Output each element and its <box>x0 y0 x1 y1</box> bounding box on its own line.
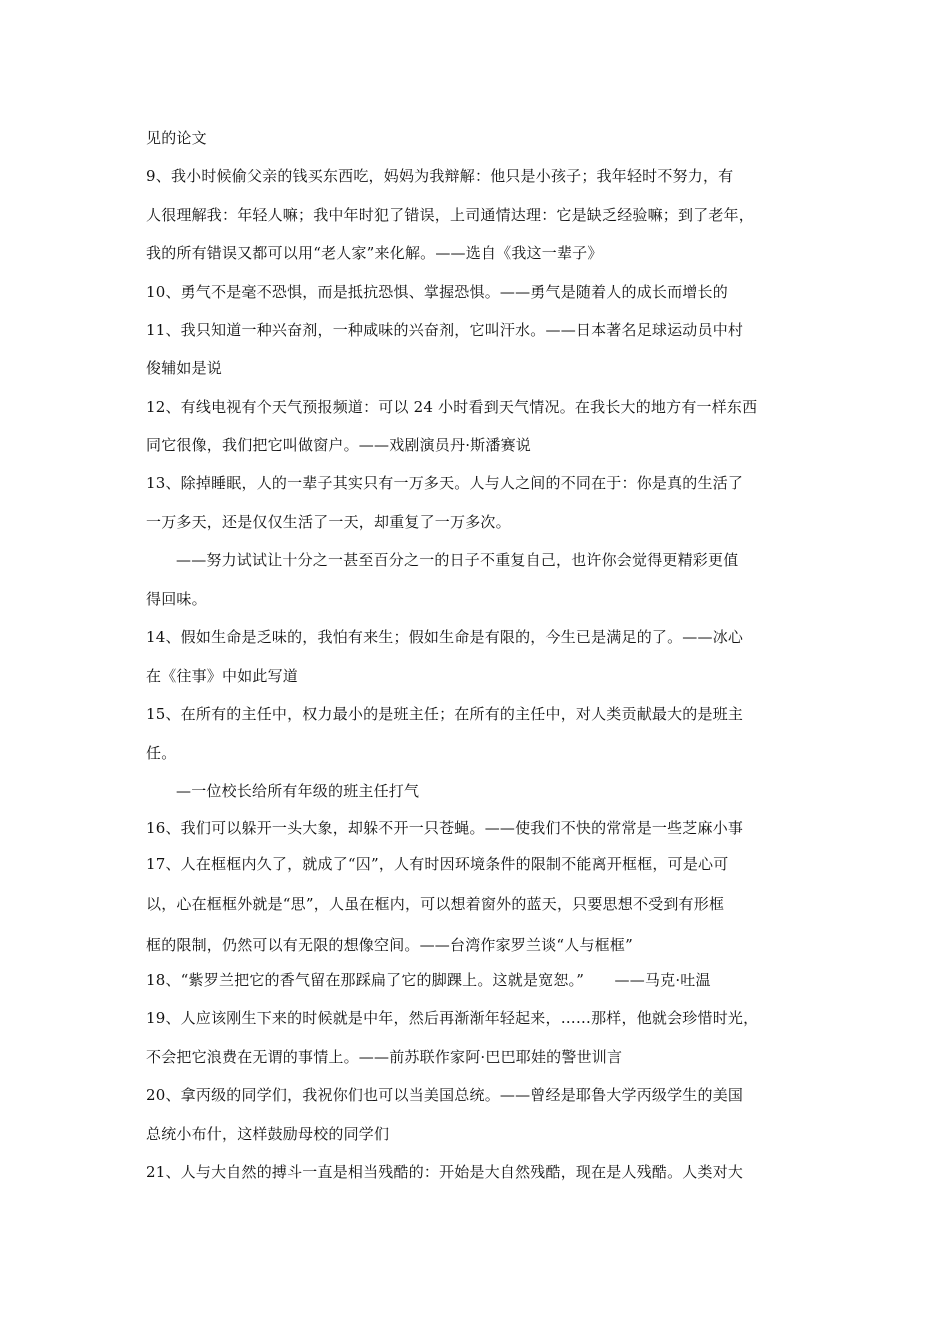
text-line: 14、假如生命是乏味的，我怕有来生；假如生命是有限的，今生已是满足的了。——冰心 <box>146 628 744 646</box>
text-line: 俊辅如是说 <box>146 359 223 377</box>
text-line: 一万多天，还是仅仅生活了一天，却重复了一万多次。 <box>146 513 511 531</box>
text-line: 17、人在框框内久了，就成了“囚”，人有时因环境条件的限制不能离开框框，可是心可 <box>146 855 729 873</box>
text-line: 16、我们可以躲开一头大象，却躲不开一只苍蝇。——使我们不快的常常是一些芝麻小事 <box>146 819 744 837</box>
text-line: 19、人应该刚生下来的时候就是中年，然后再渐渐年轻起来，……那样，他就会珍惜时光， <box>146 1009 759 1027</box>
text-line: —一位校长给所有年级的班主任打气 <box>176 782 420 800</box>
text-line: 以，心在框框外就是“思”，人虽在框内，可以想着窗外的蓝天，只要思想不受到有形框 <box>146 895 725 913</box>
text-line: 总统小布什，这样鼓励母校的同学们 <box>146 1125 390 1143</box>
text-line: ——努力试试让十分之一甚至百分之一的日子不重复自己，也许你会觉得更精彩更值 <box>176 551 739 569</box>
text-line: 18、“紫罗兰把它的香气留在那踩扁了它的脚踝上。这就是宽恕。” ——马克·吐温 <box>146 971 711 989</box>
text-line: 20、拿丙级的同学们，我祝你们也可以当美国总统。——曾经是耶鲁大学丙级学生的美国 <box>146 1086 744 1104</box>
text-line: 我的所有错误又都可以用“老人家”来化解。——选自《我这一辈子》 <box>146 244 603 262</box>
text-line: 11、我只知道一种兴奋剂，一种咸味的兴奋剂，它叫汗水。——日本著名足球运动员中村 <box>146 321 744 339</box>
text-line: 人很理解我：年轻人嘛；我中年时犯了错误，上司通情达理：它是缺乏经验嘛；到了老年， <box>146 206 755 224</box>
text-line: 10、勇气不是毫不恐惧，而是抵抗恐惧、掌握恐惧。——勇气是随着人的成长而增长的 <box>146 283 728 301</box>
text-line: 得回味。 <box>146 590 207 608</box>
text-line: 12、有线电视有个天气预报频道：可以 24 小时看到天气情况。在我长大的地方有一样东西 <box>146 398 758 416</box>
text-line: 21、人与大自然的搏斗一直是相当残酷的：开始是大自然残酷，现在是人残酷。人类对大 <box>146 1163 744 1181</box>
text-line: 框的限制，仍然可以有无限的想像空间。——台湾作家罗兰谈“人与框框” <box>146 936 633 954</box>
text-line: 不会把它浪费在无谓的事情上。——前苏联作家阿·巴巴耶娃的警世训言 <box>146 1048 623 1066</box>
text-line: 任。 <box>146 744 177 762</box>
text-line: 15、在所有的主任中，权力最小的是班主任；在所有的主任中，对人类贡献最大的是班主 <box>146 705 744 723</box>
text-line: 见的论文 <box>146 129 207 147</box>
text-line: 同它很像，我们把它叫做窗户。——戏剧演员丹·斯潘赛说 <box>146 436 531 454</box>
text-line: 在《往事》中如此写道 <box>146 667 299 685</box>
text-line: 13、除掉睡眠，人的一辈子其实只有一万多天。人与人之间的不同在于：你是真的生活了 <box>146 474 744 492</box>
text-line: 9、我小时候偷父亲的钱买东西吃，妈妈为我辩解：他只是小孩子；我年轻时不努力，有 <box>146 167 734 185</box>
